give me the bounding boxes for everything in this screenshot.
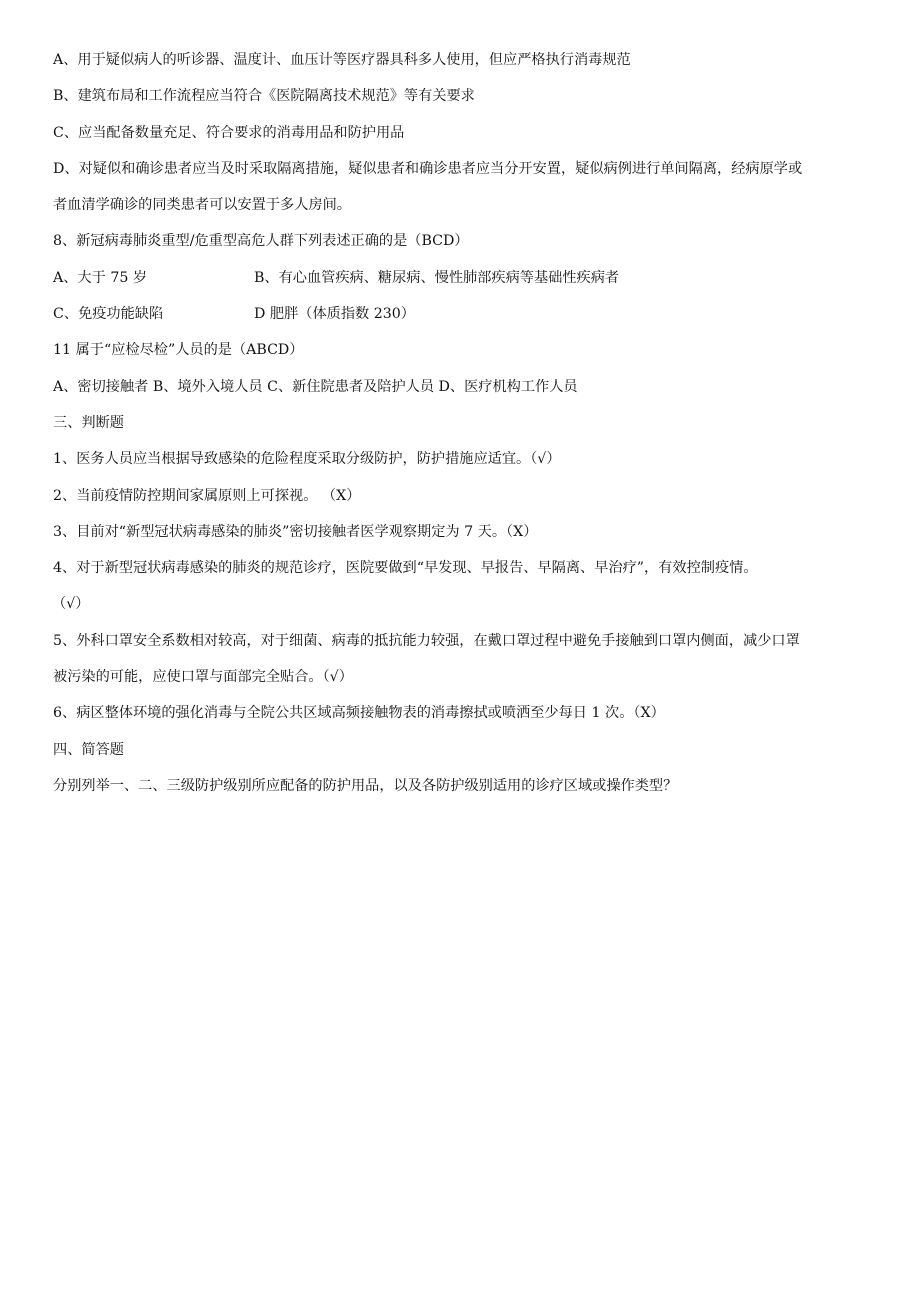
judgment-item-5: 5、外科口罩安全系数相对较高，对于细菌、病毒的抵抗能力较强，在戴口罩过程中避免手接触到口罩内侧面，减少口罩: [53, 632, 800, 649]
option-b-line: B、建筑布局和工作流程应当符合《医院隔离技术规范》等有关要求: [53, 88, 475, 105]
judgment-item-6: 6、病区整体环境的强化消毒与全院公共区域高频接触物表的消毒擦拭或喷洒至少每日 1 次。（X）: [53, 705, 665, 722]
judgment-item-3: 3、目前对“新型冠状病毒感染的肺炎”密切接触者医学观察期定为 7 天。（X）: [53, 523, 538, 540]
question-8-options-row-1: [53, 268, 867, 304]
q8-option-b: B、有心血管疾病、糖尿病、慢性肺部疾病等基础性疾病者: [254, 269, 620, 286]
question-8-options-row-2: [53, 304, 867, 340]
option-d-line: D、对疑似和确诊患者应当及时采取隔离措施，疑似患者和确诊患者应当分开安置，疑似病例进行单间隔离，经病原学或: [53, 160, 803, 177]
q8-option-c: C、免疫功能缺陷: [53, 306, 164, 323]
option-c-line: C、应当配备数量充足、符合要求的消毒用品和防护用品: [53, 124, 405, 141]
judgment-item-2: 2、当前疫情防控期间家属原则上可探视。 （X）: [53, 487, 361, 504]
section-judgment-heading: 三、判断题: [53, 414, 124, 431]
section-short-answer-heading: 四、简答题: [53, 741, 124, 758]
judgment-item-4-answer-text: （√）: [52, 596, 90, 613]
question-11-options: A、密切接触者 B、境外入境人员 C、新住院患者及陪护人员 D、医疗机构工作人员: [53, 378, 578, 395]
q8-option-a: A、大于 75 岁: [53, 269, 148, 286]
judgment-item-4-answer: [53, 594, 867, 630]
q8-option-d: D 肥胖（体质指数 230）: [254, 306, 415, 323]
option-a-line: A、用于疑似病人的听诊器、温度计、血压计等医疗器具科多人使用，但应严格执行消毒规范: [53, 52, 631, 68]
question-11: 11 属于“应检尽检”人员的是（ABCD）: [53, 342, 304, 359]
document-body: [53, 50, 867, 812]
judgment-item-5-continuation: 被污染的可能，应使口罩与面部完全贴合。（√）: [53, 669, 353, 686]
short-answer-question: 分别列举一、二、三级防护级别所应配备的防护用品，以及各防护级别适用的诊疗区域或操作类型？: [53, 777, 678, 794]
judgment-item-1: 1、医务人员应当根据导致感染的危险程度采取分级防护，防护措施应适宜。（√）: [53, 451, 561, 468]
question-8: 8、新冠病毒肺炎重型/危重型高危人群下列表述正确的是（BCD）: [53, 233, 469, 250]
judgment-item-4: 4、对于新型冠状病毒感染的肺炎的规范诊疗，医院要做到“早发现、早报告、早隔离、早治疗”，有效控制疫情。: [53, 560, 758, 577]
option-d-continuation: 者血清学确诊的同类患者可以安置于多人房间。: [53, 197, 351, 214]
